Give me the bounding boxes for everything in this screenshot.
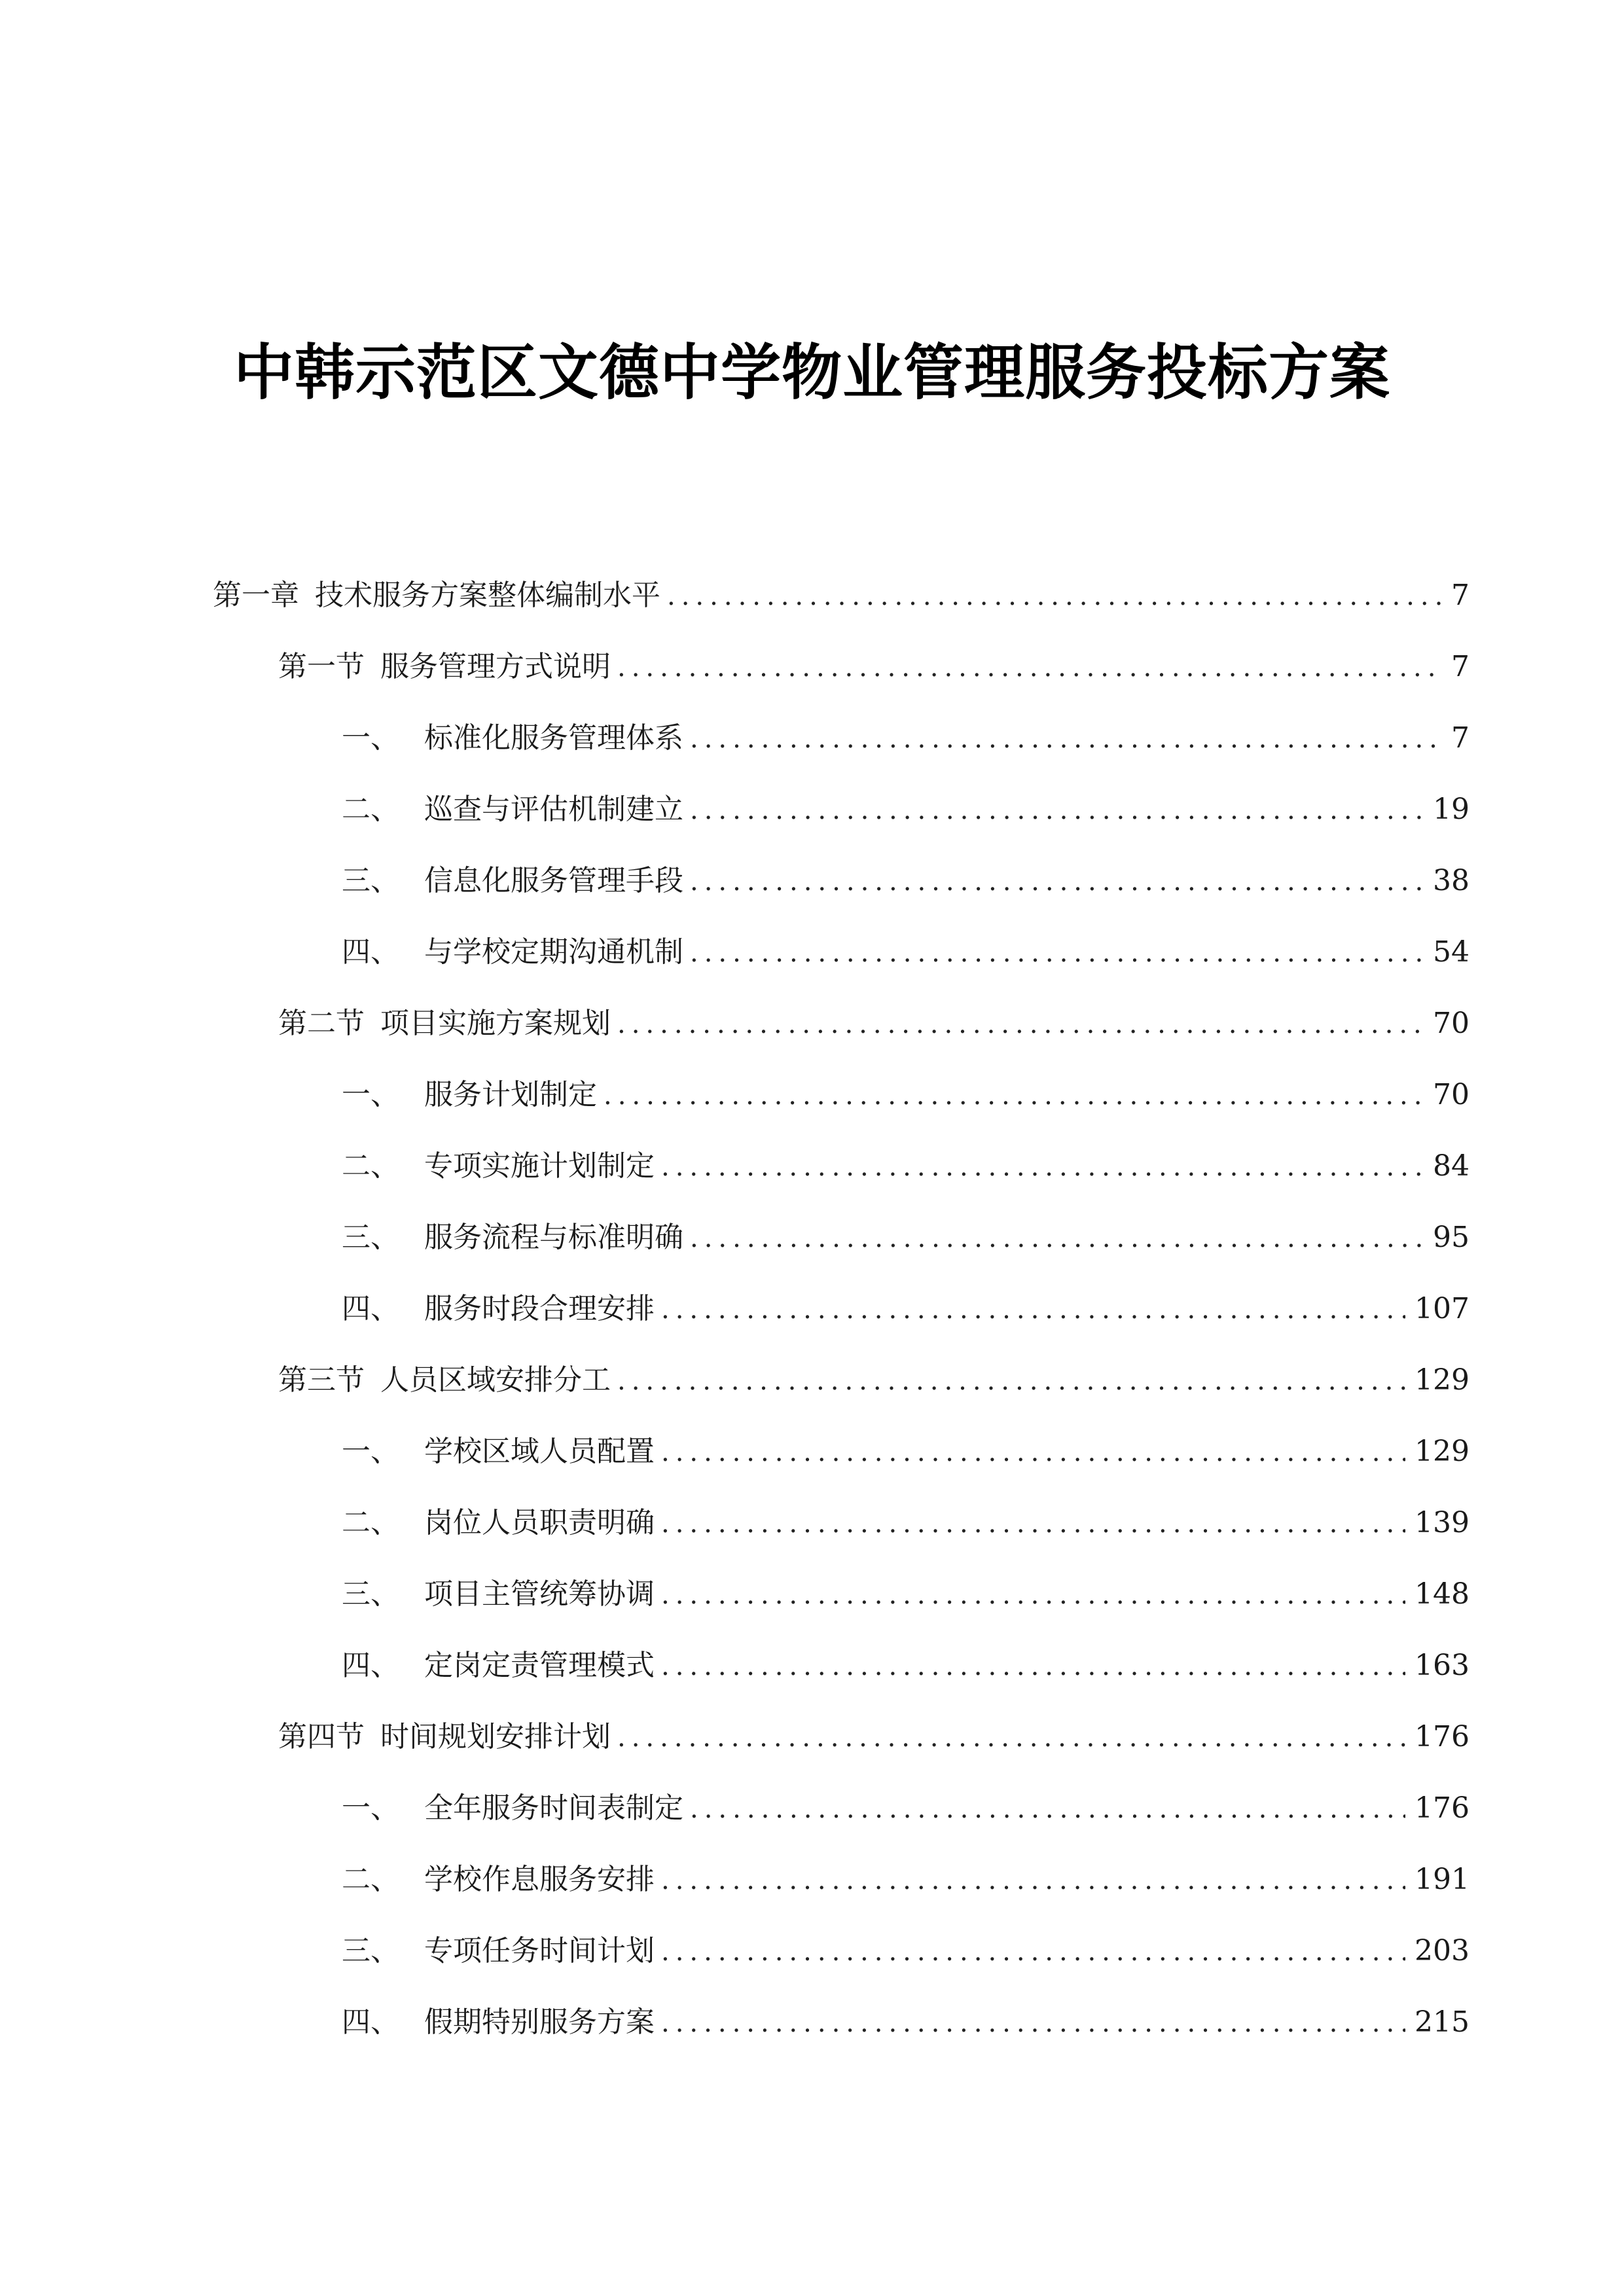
toc-entry-subsection[interactable] <box>342 1996 1470 2049</box>
toc-entry-page: 215 <box>1415 2005 1470 2039</box>
toc-entry-text: 专项任务时间计划 <box>424 1934 655 1967</box>
toc-leader-dots <box>661 1141 1424 1193</box>
toc-entry-page: 7 <box>1451 579 1470 612</box>
toc-entry-text: 人员区域安排分工 <box>380 1363 611 1397</box>
toc-entry-subsection[interactable] <box>342 712 1470 764</box>
toc-entry-number: 三、 <box>342 864 399 897</box>
toc-leader-dots <box>617 1355 1405 1407</box>
toc-entry-page: 176 <box>1415 1791 1470 1825</box>
toc-entry-page: 139 <box>1415 1506 1470 1539</box>
toc-leader-dots <box>690 1783 1405 1835</box>
toc-entry-section[interactable] <box>278 1711 1470 1763</box>
toc-entry-number: 一、 <box>342 1791 399 1825</box>
toc-entry-number: 四、 <box>342 2005 399 2039</box>
toc-entry-number: 三、 <box>342 1934 399 1967</box>
document-title: 中韩示范区文德中学物业管理服务投标方案 <box>233 338 1390 408</box>
toc-entry-text: 标准化服务管理体系 <box>424 721 683 755</box>
toc-entry-subsection[interactable] <box>342 1854 1470 1906</box>
toc-entry-page: 148 <box>1415 1577 1470 1611</box>
toc-leader-dots <box>661 1569 1405 1621</box>
toc-entry-number: 二、 <box>342 1149 399 1183</box>
toc-entry-page: 19 <box>1433 793 1470 826</box>
toc-entry-number: 第一节 <box>278 650 365 683</box>
toc-entry-text: 学校区域人员配置 <box>424 1435 655 1468</box>
toc-leader-dots <box>661 1640 1405 1693</box>
toc-entry-text: 定岗定责管理模式 <box>424 1649 655 1682</box>
toc-entry-page: 129 <box>1415 1363 1470 1397</box>
toc-entry-number: 二、 <box>342 793 399 826</box>
toc-entry-chapter[interactable] <box>213 569 1470 622</box>
toc-leader-dots <box>690 713 1441 765</box>
toc-entry-subsection[interactable] <box>342 1283 1470 1335</box>
toc-entry-page: 7 <box>1451 721 1470 755</box>
toc-entry-subsection[interactable] <box>342 1211 1470 1264</box>
toc-entry-text: 全年服务时间表制定 <box>424 1791 683 1825</box>
toc-entry-text: 专项实施计划制定 <box>424 1149 655 1183</box>
toc-leader-dots <box>690 784 1424 836</box>
toc-entry-number: 第三节 <box>278 1363 365 1397</box>
toc-entry-subsection[interactable] <box>342 1497 1470 1549</box>
toc-entry-section[interactable] <box>278 641 1470 693</box>
toc-entry-number: 一、 <box>342 1078 399 1111</box>
toc-entry-subsection[interactable] <box>342 1782 1470 1835</box>
toc-entry-text: 项目实施方案规划 <box>380 1007 611 1040</box>
toc-entry-number: 四、 <box>342 935 399 969</box>
toc-entry-text: 服务流程与标准明确 <box>424 1221 683 1254</box>
toc-entry-subsection[interactable] <box>342 1069 1470 1121</box>
toc-entry-text: 假期特别服务方案 <box>424 2005 655 2039</box>
toc-entry-text: 服务计划制定 <box>424 1078 597 1111</box>
toc-entry-text: 学校作息服务安排 <box>424 1863 655 1896</box>
toc-leader-dots <box>604 1069 1424 1122</box>
toc-leader-dots <box>617 998 1424 1050</box>
toc-leader-dots <box>690 927 1424 979</box>
toc-entry-subsection[interactable] <box>342 1426 1470 1478</box>
toc-entry-text: 岗位人员职责明确 <box>424 1506 655 1539</box>
toc-entry-page: 163 <box>1415 1649 1470 1682</box>
toc-leader-dots <box>667 570 1441 622</box>
toc-entry-text: 技术服务方案整体编制水平 <box>315 579 660 612</box>
toc-entry-text: 时间规划安排计划 <box>380 1720 611 1753</box>
toc-entry-page: 191 <box>1415 1863 1470 1896</box>
toc-entry-page: 107 <box>1415 1292 1470 1325</box>
toc-entry-number: 一、 <box>342 1435 399 1468</box>
toc-entry-text: 与学校定期沟通机制 <box>424 935 683 969</box>
toc-entry-page: 203 <box>1415 1934 1470 1967</box>
toc-entry-page: 95 <box>1433 1221 1470 1254</box>
toc-entry-section[interactable] <box>278 1354 1470 1407</box>
toc-entry-number: 第一章 <box>213 579 299 612</box>
toc-entry-number: 二、 <box>342 1506 399 1539</box>
toc-entry-section[interactable] <box>278 997 1470 1050</box>
toc-leader-dots <box>661 1997 1405 2049</box>
toc-entry-subsection[interactable] <box>342 1640 1470 1692</box>
toc-leader-dots <box>661 1426 1405 1479</box>
toc-entry-page: 7 <box>1451 650 1470 683</box>
toc-entry-text: 信息化服务管理手段 <box>424 864 683 897</box>
toc-entry-text: 巡查与评估机制建立 <box>424 793 683 826</box>
toc-entry-page: 54 <box>1433 935 1470 969</box>
toc-entry-page: 129 <box>1415 1435 1470 1468</box>
toc-entry-subsection[interactable] <box>342 926 1470 978</box>
toc-entry-text: 服务时段合理安排 <box>424 1292 655 1325</box>
toc-leader-dots <box>661 1926 1405 1978</box>
toc-leader-dots <box>617 1712 1405 1764</box>
toc-leader-dots <box>617 641 1441 694</box>
toc-entry-subsection[interactable] <box>342 1140 1470 1193</box>
toc-entry-page: 70 <box>1433 1078 1470 1111</box>
toc-entry-number: 第二节 <box>278 1007 365 1040</box>
toc-leader-dots <box>690 855 1424 908</box>
toc-entry-page: 38 <box>1433 864 1470 897</box>
toc-leader-dots <box>661 1854 1405 1907</box>
toc-entry-number: 三、 <box>342 1221 399 1254</box>
toc-leader-dots <box>661 1498 1405 1550</box>
toc-entry-number: 三、 <box>342 1577 399 1611</box>
toc-entry-number: 四、 <box>342 1649 399 1682</box>
toc-entry-number: 四、 <box>342 1292 399 1325</box>
toc-leader-dots <box>661 1283 1405 1336</box>
toc-entry-page: 70 <box>1433 1007 1470 1040</box>
toc-entry-page: 84 <box>1433 1149 1470 1183</box>
toc-entry-text: 项目主管统筹协调 <box>424 1577 655 1611</box>
toc-entry-subsection[interactable] <box>342 1925 1470 1977</box>
toc-entry-number: 一、 <box>342 721 399 755</box>
toc-entry-number: 二、 <box>342 1863 399 1896</box>
toc-entry-subsection[interactable] <box>342 783 1470 836</box>
toc-leader-dots <box>690 1212 1424 1265</box>
toc-entry-page: 176 <box>1415 1720 1470 1753</box>
toc-entry-number: 第四节 <box>278 1720 365 1753</box>
toc-entry-subsection[interactable] <box>342 1568 1470 1621</box>
toc-entry-text: 服务管理方式说明 <box>380 650 611 683</box>
toc-entry-subsection[interactable] <box>342 855 1470 907</box>
